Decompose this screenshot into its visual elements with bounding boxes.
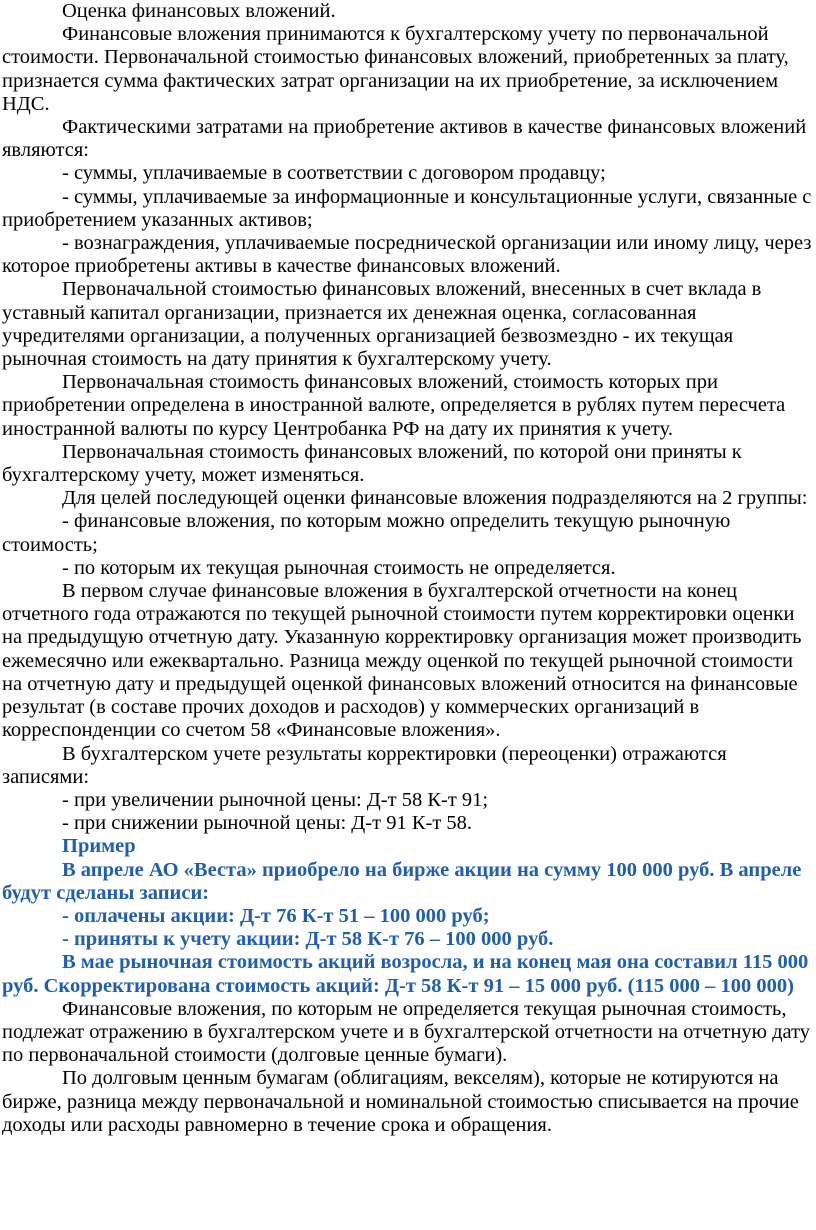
section-title: Оценка финансовых вложений. xyxy=(62,0,336,22)
paragraph-revaluation-entries: В бухгалтерском учете результаты корректировки (переоценки) отражаются записями: xyxy=(2,742,727,788)
list-item-consulting-services: - суммы, уплачиваемые за информационные и консультационные услуги, связанные с приобретением указанных активов; xyxy=(2,185,812,231)
example-heading: Пример xyxy=(62,835,136,858)
list-item-price-increase: - при увеличении рыночной цены: Д-т 58 К-т 91; xyxy=(62,788,489,811)
example-line-purchase: В апреле АО «Веста» приобрело на бирже акции на сумму 100 000 руб. В апреле будут сделаны записи: xyxy=(2,858,802,904)
paragraph-foreign-currency: Первоначальная стоимость финансовых вложений, стоимость которых при приобретении определена в иностранной валюте, определяется в рублях путем пересчета иностранной валюты по курсу Центробанка РФ на дату их принятия к учету. xyxy=(2,371,786,440)
paragraph-initial-cost: Финансовые вложения принимаются к бухгалтерскому учету по первоначальной стоимости. Первоначальной стоимостью финансовых вложений, приобретенных за плату, признается сумма фактических затрат организации на их приобретение, за исключением НДС. xyxy=(2,23,789,115)
list-item-intermediary-fees: - вознаграждения, уплачиваемые посреднической организации или иному лицу, через которое приобретены активы в качестве финансовых вложений. xyxy=(2,232,812,278)
example-line-acceptance: - приняты к учету акции: Д-т 58 К-т 76 – 100 000 руб. xyxy=(62,928,554,951)
paragraph-cost-may-change: Первоначальная стоимость финансовых вложений, по которой они приняты к бухгалтерскому учету, может изменяться. xyxy=(2,440,742,487)
paragraph-actual-costs: Фактическими затратами на приобретение активов в качестве финансовых вложений являются: xyxy=(2,116,807,162)
paragraph-first-case: В первом случае финансовые вложения в бухгалтерской отчетности на конец отчетного года отражаются по текущей рыночной стоимости путем корректировки оценки на предыдущую отчетную дату. Указанную корректировку организация может производить ежемесячно или ежеквартально. Разница между оценкой по текущей рыночной стоимости на отчетную дату и предыдущей оценкой финансовых вложений относится на финансовые результат (в составе прочих доходов и расходов) у коммерческих организаций в корреспонденции со счетом 58 «Финансовые вложения». xyxy=(2,580,802,742)
paragraph-contribution-valuation: Первоначальной стоимостью финансовых вложений, внесенных в счет вклада в уставный капитал организации, признается их денежная оценка, согласованная учредителями организации, а полученных организацией безвозмездно - их текущая рыночная стоимость на дату принятия к бухгалтерскому учету. xyxy=(2,278,762,371)
example-line-revaluation: В мае рыночная стоимость акций возросла, и на конец мая она составил 115 000 руб. Скорректирована стоимость акций: Д-т 58 К-т 91 – 15 000 руб. (115 000 – 100 000) xyxy=(2,951,809,997)
list-item-market-value-unknown: - по которым их текущая рыночная стоимость не определяется. xyxy=(62,556,616,579)
list-item-market-value-known: - финансовые вложения, по которым можно определить текущую рыночную стоимость; xyxy=(2,510,731,556)
paragraph-debt-securities: По долговым ценным бумагам (облигациям, векселям), которые не котируются на бирже, разница между первоначальной и номинальной стоимостью списывается на прочие доходы или расходы равномерно в течение срока и обращения. xyxy=(2,1067,799,1136)
list-item-price-decrease: - при снижении рыночной цены: Д-т 91 К-т 58. xyxy=(62,812,473,835)
paragraph-two-groups: Для целей последующей оценки финансовые вложения подразделяются на 2 группы: xyxy=(62,487,808,510)
list-item-seller-payments: - суммы, уплачиваемые в соответствии с договором продавцу; xyxy=(62,162,606,185)
example-line-payment: - оплачены акции: Д-т 76 К-т 51 – 100 000 руб; xyxy=(62,904,490,927)
paragraph-no-market-value: Финансовые вложения, по которым не определяется текущая рыночная стоимость, подлежат отражению в бухгалтерском учете и в бухгалтерской отчетности на отчетную дату по первоначальной стоимости (долговые ценные бумаги). xyxy=(2,997,811,1067)
